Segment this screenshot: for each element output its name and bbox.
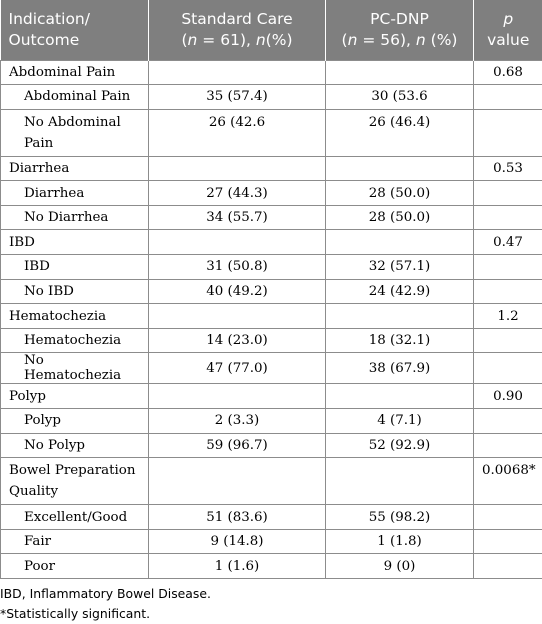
table-row <box>1 409 542 434</box>
cell-label: Polyp <box>1 409 149 434</box>
cell-label: Bowel Preparation Quality <box>1 458 149 505</box>
cell-standard-care <box>149 384 326 409</box>
cell-standard-care: 26 (42.6 <box>149 109 326 156</box>
cell-p-value <box>474 328 542 353</box>
cell-standard-care: 9 (14.8) <box>149 529 326 554</box>
cell-p-value: 0.68 <box>474 60 542 85</box>
cell-label: Hematochezia <box>1 328 149 353</box>
table-body <box>1 60 542 579</box>
cell-p-value <box>474 255 542 280</box>
cell-standard-care: 2 (3.3) <box>149 409 326 434</box>
cell-pc-dnp: 24 (42.9) <box>326 279 474 304</box>
header-pc-dnp: PC-DNP (n = 56), n (%) <box>326 0 474 60</box>
cell-pc-dnp: 55 (98.2) <box>326 505 474 530</box>
cell-label: Fair <box>1 529 149 554</box>
cell-pc-dnp <box>326 60 474 85</box>
cell-label: Hematochezia <box>1 304 149 329</box>
cell-label: Polyp <box>1 384 149 409</box>
cell-pc-dnp: 38 (67.9) <box>326 353 474 384</box>
table-group-row <box>1 156 542 181</box>
cell-standard-care <box>149 156 326 181</box>
cell-standard-care <box>149 304 326 329</box>
cell-standard-care: 34 (55.7) <box>149 205 326 230</box>
cell-pc-dnp <box>326 304 474 329</box>
cell-pc-dnp: 28 (50.0) <box>326 205 474 230</box>
header-standard-care: Standard Care (n = 61), n(%) <box>149 0 326 60</box>
cell-label: No Polyp <box>1 433 149 458</box>
table-row <box>1 85 542 110</box>
cell-standard-care: 59 (96.7) <box>149 433 326 458</box>
cell-p-value: 0.90 <box>474 384 542 409</box>
cell-p-value <box>474 505 542 530</box>
table-group-row <box>1 304 542 329</box>
cell-pc-dnp: 1 (1.8) <box>326 529 474 554</box>
cell-pc-dnp: 30 (53.6 <box>326 85 474 110</box>
cell-p-value <box>474 529 542 554</box>
cell-pc-dnp <box>326 230 474 255</box>
cell-p-value <box>474 554 542 579</box>
table-group-row <box>1 458 542 505</box>
header-p-value: p value <box>474 0 542 60</box>
cell-standard-care <box>149 230 326 255</box>
cell-label: IBD <box>1 255 149 280</box>
footnote-abbreviation: IBD, Inflammatory Bowel Disease. <box>0 586 211 601</box>
cell-p-value: 0.47 <box>474 230 542 255</box>
cell-p-value <box>474 85 542 110</box>
table-row <box>1 328 542 353</box>
cell-label: No Abdominal Pain <box>1 109 149 156</box>
cell-label: Abdominal Pain <box>1 85 149 110</box>
cell-standard-care: 27 (44.3) <box>149 181 326 206</box>
cell-standard-care: 31 (50.8) <box>149 255 326 280</box>
table-row <box>1 353 542 384</box>
table-row <box>1 255 542 280</box>
cell-p-value <box>474 353 542 384</box>
table-row <box>1 279 542 304</box>
table-group-row <box>1 60 542 85</box>
table-row <box>1 554 542 579</box>
cell-p-value <box>474 433 542 458</box>
cell-pc-dnp: 52 (92.9) <box>326 433 474 458</box>
header-row <box>1 0 542 60</box>
cell-p-value <box>474 279 542 304</box>
cell-p-value: 0.0068* <box>474 458 542 505</box>
header-indication-outcome: Indication/ Outcome <box>1 0 149 60</box>
cell-label: No Hematochezia <box>1 353 149 384</box>
table-header <box>1 0 542 60</box>
table-row <box>1 529 542 554</box>
cell-label: No IBD <box>1 279 149 304</box>
cell-standard-care: 35 (57.4) <box>149 85 326 110</box>
cell-standard-care: 47 (77.0) <box>149 353 326 384</box>
cell-pc-dnp: 26 (46.4) <box>326 109 474 156</box>
footnote-significance: *Statistically significant. <box>0 606 151 621</box>
cell-pc-dnp: 18 (32.1) <box>326 328 474 353</box>
cell-pc-dnp <box>326 384 474 409</box>
cell-pc-dnp <box>326 458 474 505</box>
cell-p-value <box>474 109 542 156</box>
table-row <box>1 505 542 530</box>
table-row <box>1 205 542 230</box>
cell-standard-care <box>149 60 326 85</box>
table-group-row <box>1 230 542 255</box>
cell-p-value <box>474 205 542 230</box>
cell-label: Excellent/Good <box>1 505 149 530</box>
cell-standard-care: 14 (23.0) <box>149 328 326 353</box>
cell-standard-care: 40 (49.2) <box>149 279 326 304</box>
cell-p-value: 1.2 <box>474 304 542 329</box>
cell-standard-care: 1 (1.6) <box>149 554 326 579</box>
cell-label: Poor <box>1 554 149 579</box>
cell-standard-care <box>149 458 326 505</box>
cell-p-value: 0.53 <box>474 156 542 181</box>
cell-label: Diarrhea <box>1 181 149 206</box>
cell-pc-dnp: 32 (57.1) <box>326 255 474 280</box>
cell-pc-dnp: 4 (7.1) <box>326 409 474 434</box>
cell-pc-dnp: 28 (50.0) <box>326 181 474 206</box>
cell-label: Abdominal Pain <box>1 60 149 85</box>
table-group-row <box>1 384 542 409</box>
cell-label: No Diarrhea <box>1 205 149 230</box>
cell-pc-dnp: 9 (0) <box>326 554 474 579</box>
cell-standard-care: 51 (83.6) <box>149 505 326 530</box>
cell-p-value <box>474 181 542 206</box>
table-row <box>1 181 542 206</box>
cell-label: Diarrhea <box>1 156 149 181</box>
table-row <box>1 109 542 156</box>
cell-p-value <box>474 409 542 434</box>
cell-pc-dnp <box>326 156 474 181</box>
table-row <box>1 433 542 458</box>
cell-label: IBD <box>1 230 149 255</box>
